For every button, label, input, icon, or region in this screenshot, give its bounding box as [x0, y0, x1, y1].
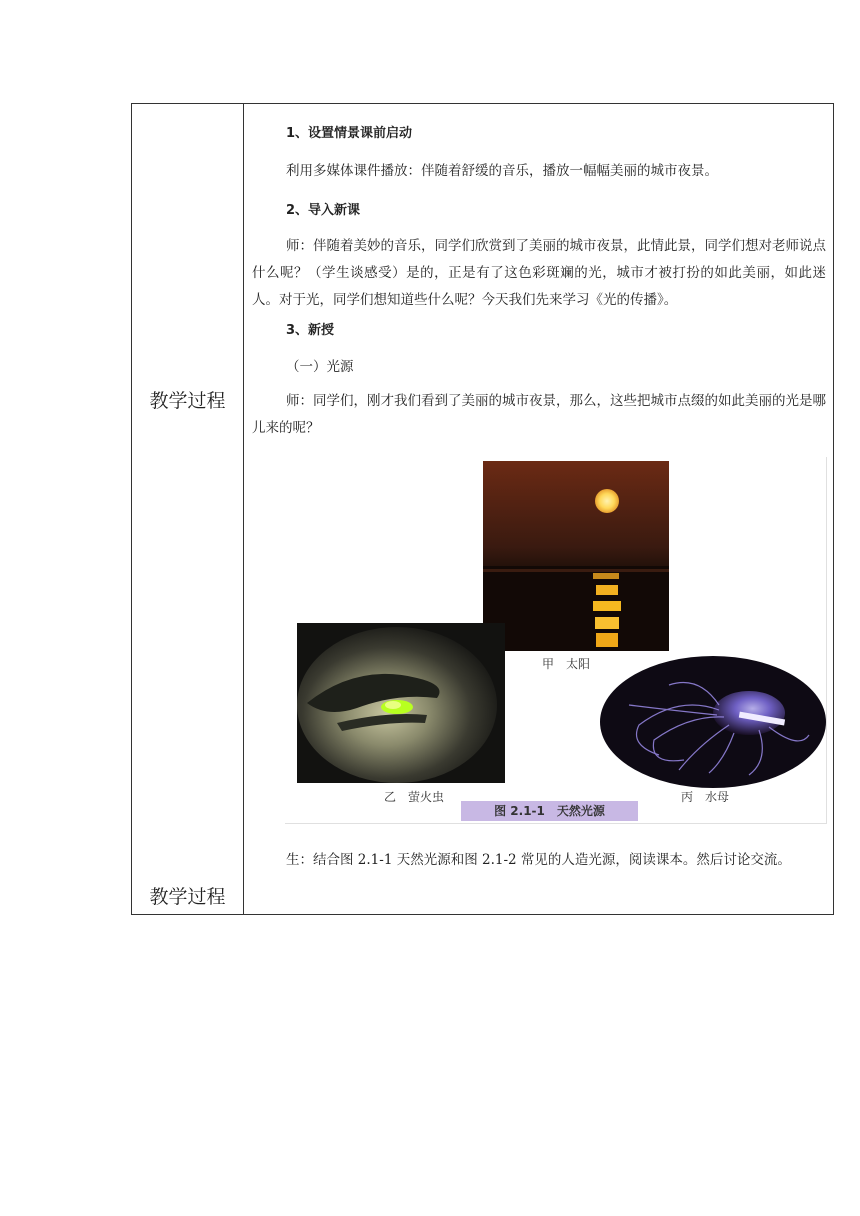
figure-title: 图 2.1-1 天然光源 [494, 804, 605, 818]
paragraph-multimedia: 利用多媒体课件播放：伴随着舒缓的音乐，播放一幅幅美丽的城市夜景。 [286, 163, 718, 179]
jellyfish-photo [599, 655, 827, 789]
paragraph-question: 师：同学们，刚才我们看到了美丽的城市夜景，那么，这些把城市点缀的如此美丽的光是哪儿来的呢？ [252, 393, 826, 436]
column-divider [243, 104, 244, 914]
sun-photo [483, 461, 669, 651]
heading-new-teaching: 3、新授 [286, 323, 335, 338]
figure-title-bar [461, 801, 638, 821]
paragraph-student-activity: 生：结合图 2.1-1 天然光源和图 2.1-2 常见的人造光源，阅读课本。然后讨论交流。 [286, 852, 791, 868]
caption-jellyfish: 丙 水母 [681, 790, 730, 804]
firefly-photo [297, 623, 505, 783]
natural-light-figure [285, 457, 828, 825]
row-label-teaching-process-repeat: 教学过程 [149, 886, 226, 908]
row-label-teaching-process: 教学过程 [149, 390, 226, 412]
subheading-light-source: （一）光源 [286, 359, 354, 375]
heading-scenario: 1、设置情景课前启动 [286, 126, 413, 141]
heading-new-lesson: 2、导入新课 [286, 203, 361, 218]
caption-firefly: 乙 萤火虫 [384, 790, 445, 804]
paragraph-introduction: 师：伴随着美妙的音乐，同学们欣赏到了美丽的城市夜景，此情此景，同学们想对老师说点什么呢？（学生谈感受）是的，正是有了这色彩斑斓的光，城市才被打扮的如此美丽，如此迷人。对于光，同学们想知道些什么呢？今天我们先来学习《光的传播》。 [252, 238, 826, 308]
caption-sun: 甲 太阳 [542, 657, 591, 671]
